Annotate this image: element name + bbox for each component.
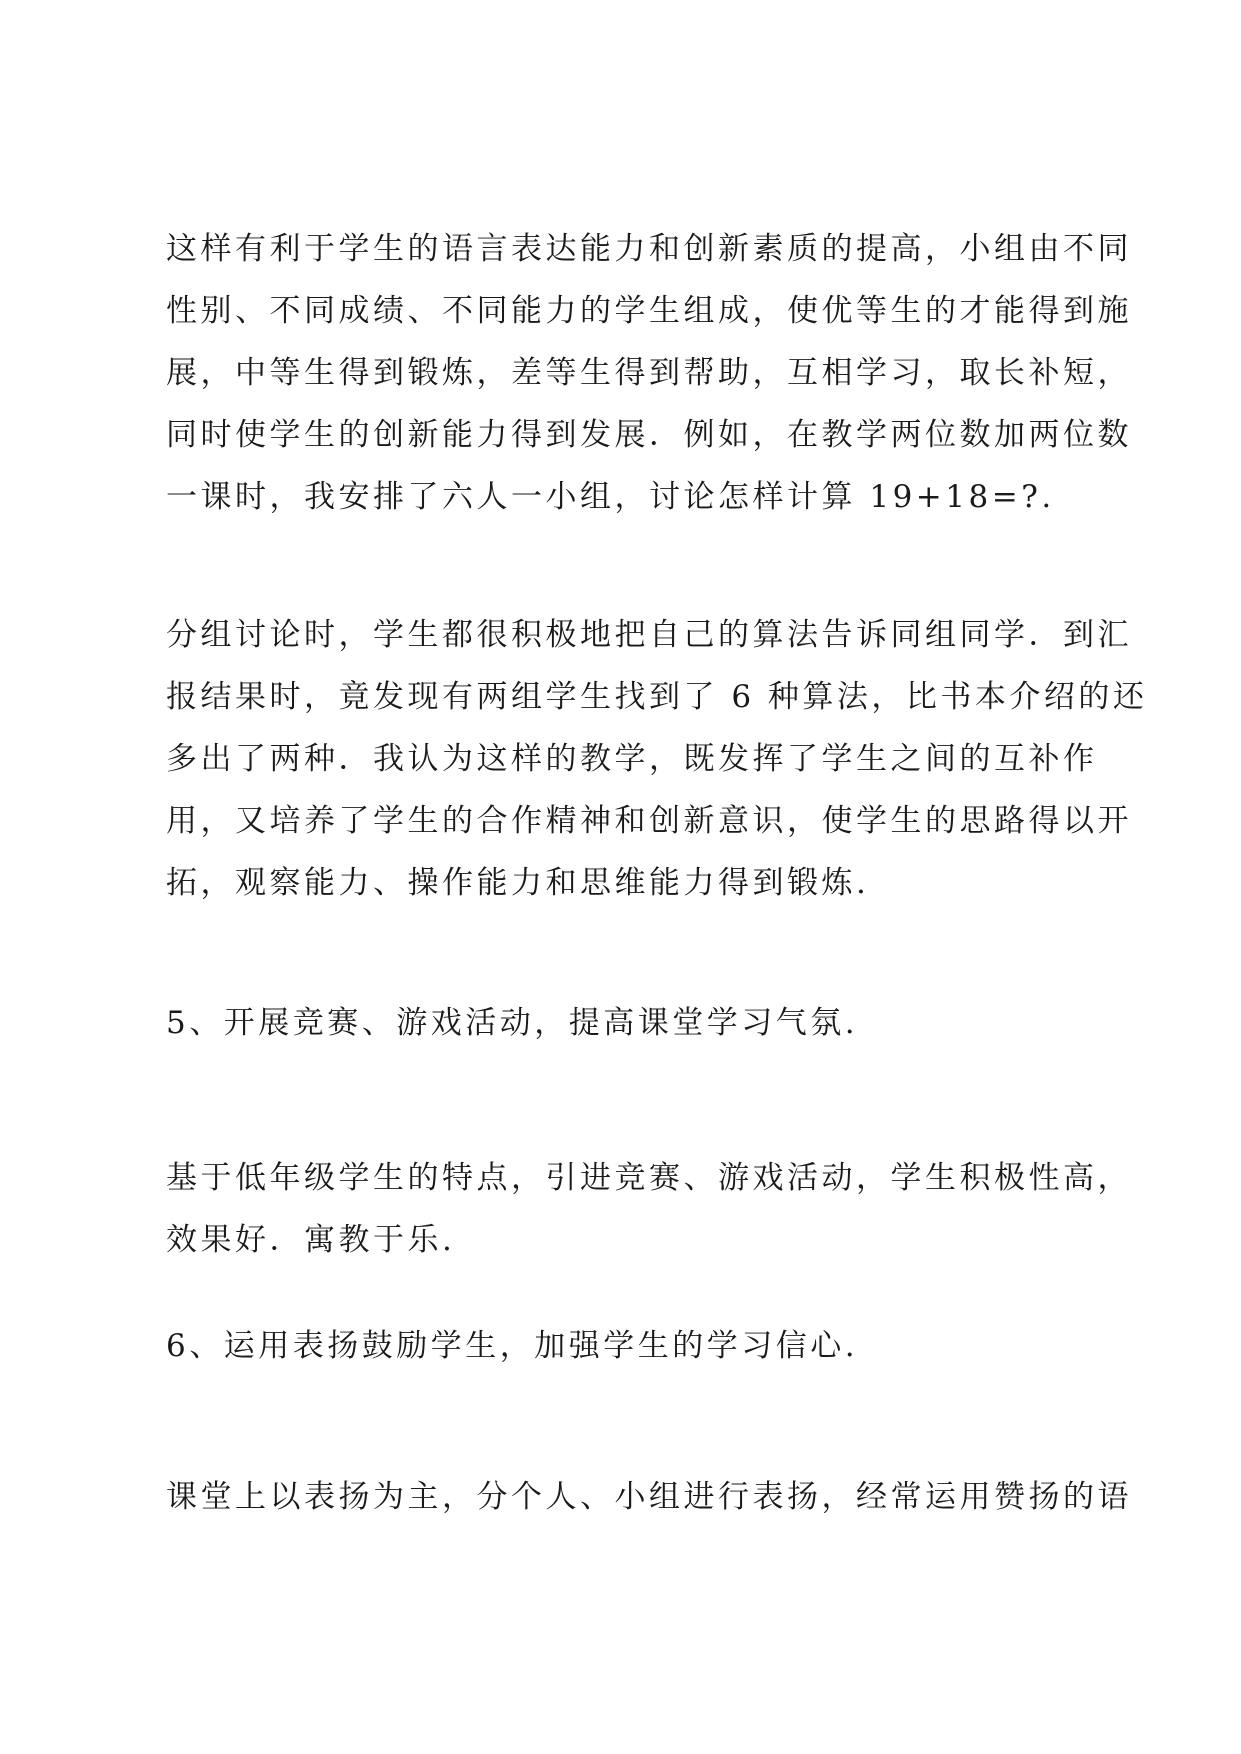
paragraph-praise xyxy=(166,1466,1132,1528)
text-line: 这样有利于学生的语言表达能力和创新素质的提高，小组由不同 xyxy=(166,231,1132,267)
text-line: 同时使学生的创新能力得到发展．例如，在教学两位数加两位数 xyxy=(166,417,1132,453)
text-line: 拓，观察能力、操作能力和思维能力得到锻炼. xyxy=(166,865,870,901)
heading-line: 6、运用表扬鼓励学生，加强学生的学习信心. xyxy=(166,1328,859,1364)
text-line: 课堂上以表扬为主，分个人、小组进行表扬，经常运用赞扬的语 xyxy=(166,1479,1132,1515)
text-line: 用，又培养了学生的合作精神和创新意识，使学生的思路得以开 xyxy=(166,803,1132,839)
text-line: 分组讨论时，学生都很积极地把自己的算法告诉同组同学．到汇 xyxy=(166,617,1132,653)
paragraph-group-discussion-result xyxy=(166,604,1148,914)
section-heading-6 xyxy=(166,1315,1096,1377)
heading-line: 5、开展竞赛、游戏活动，提高课堂学习气氛. xyxy=(166,1005,859,1041)
text-line: 报结果时，竟发现有两组学生找到了 6 种算法，比书本介绍的还 xyxy=(166,679,1148,715)
paragraph-competition-games xyxy=(166,1147,1132,1271)
section-heading-5 xyxy=(166,992,1096,1054)
text-line: 多出了两种．我认为这样的教学，既发挥了学生之间的互补作 xyxy=(166,741,1098,777)
text-line: 性别、不同成绩、不同能力的学生组成，使优等生的才能得到施 xyxy=(166,293,1132,329)
text-line: 效果好．寓教于乐. xyxy=(166,1222,456,1258)
text-line: 展，中等生得到锻炼，差等生得到帮助，互相学习，取长补短， xyxy=(166,355,1132,391)
paragraph-group-discussion-intro xyxy=(166,218,1132,528)
text-line: 一课时，我安排了六人一小组，讨论怎样计算 19+18=?. xyxy=(166,479,1055,515)
text-line: 基于低年级学生的特点，引进竞赛、游戏活动，学生积极性高， xyxy=(166,1160,1132,1196)
